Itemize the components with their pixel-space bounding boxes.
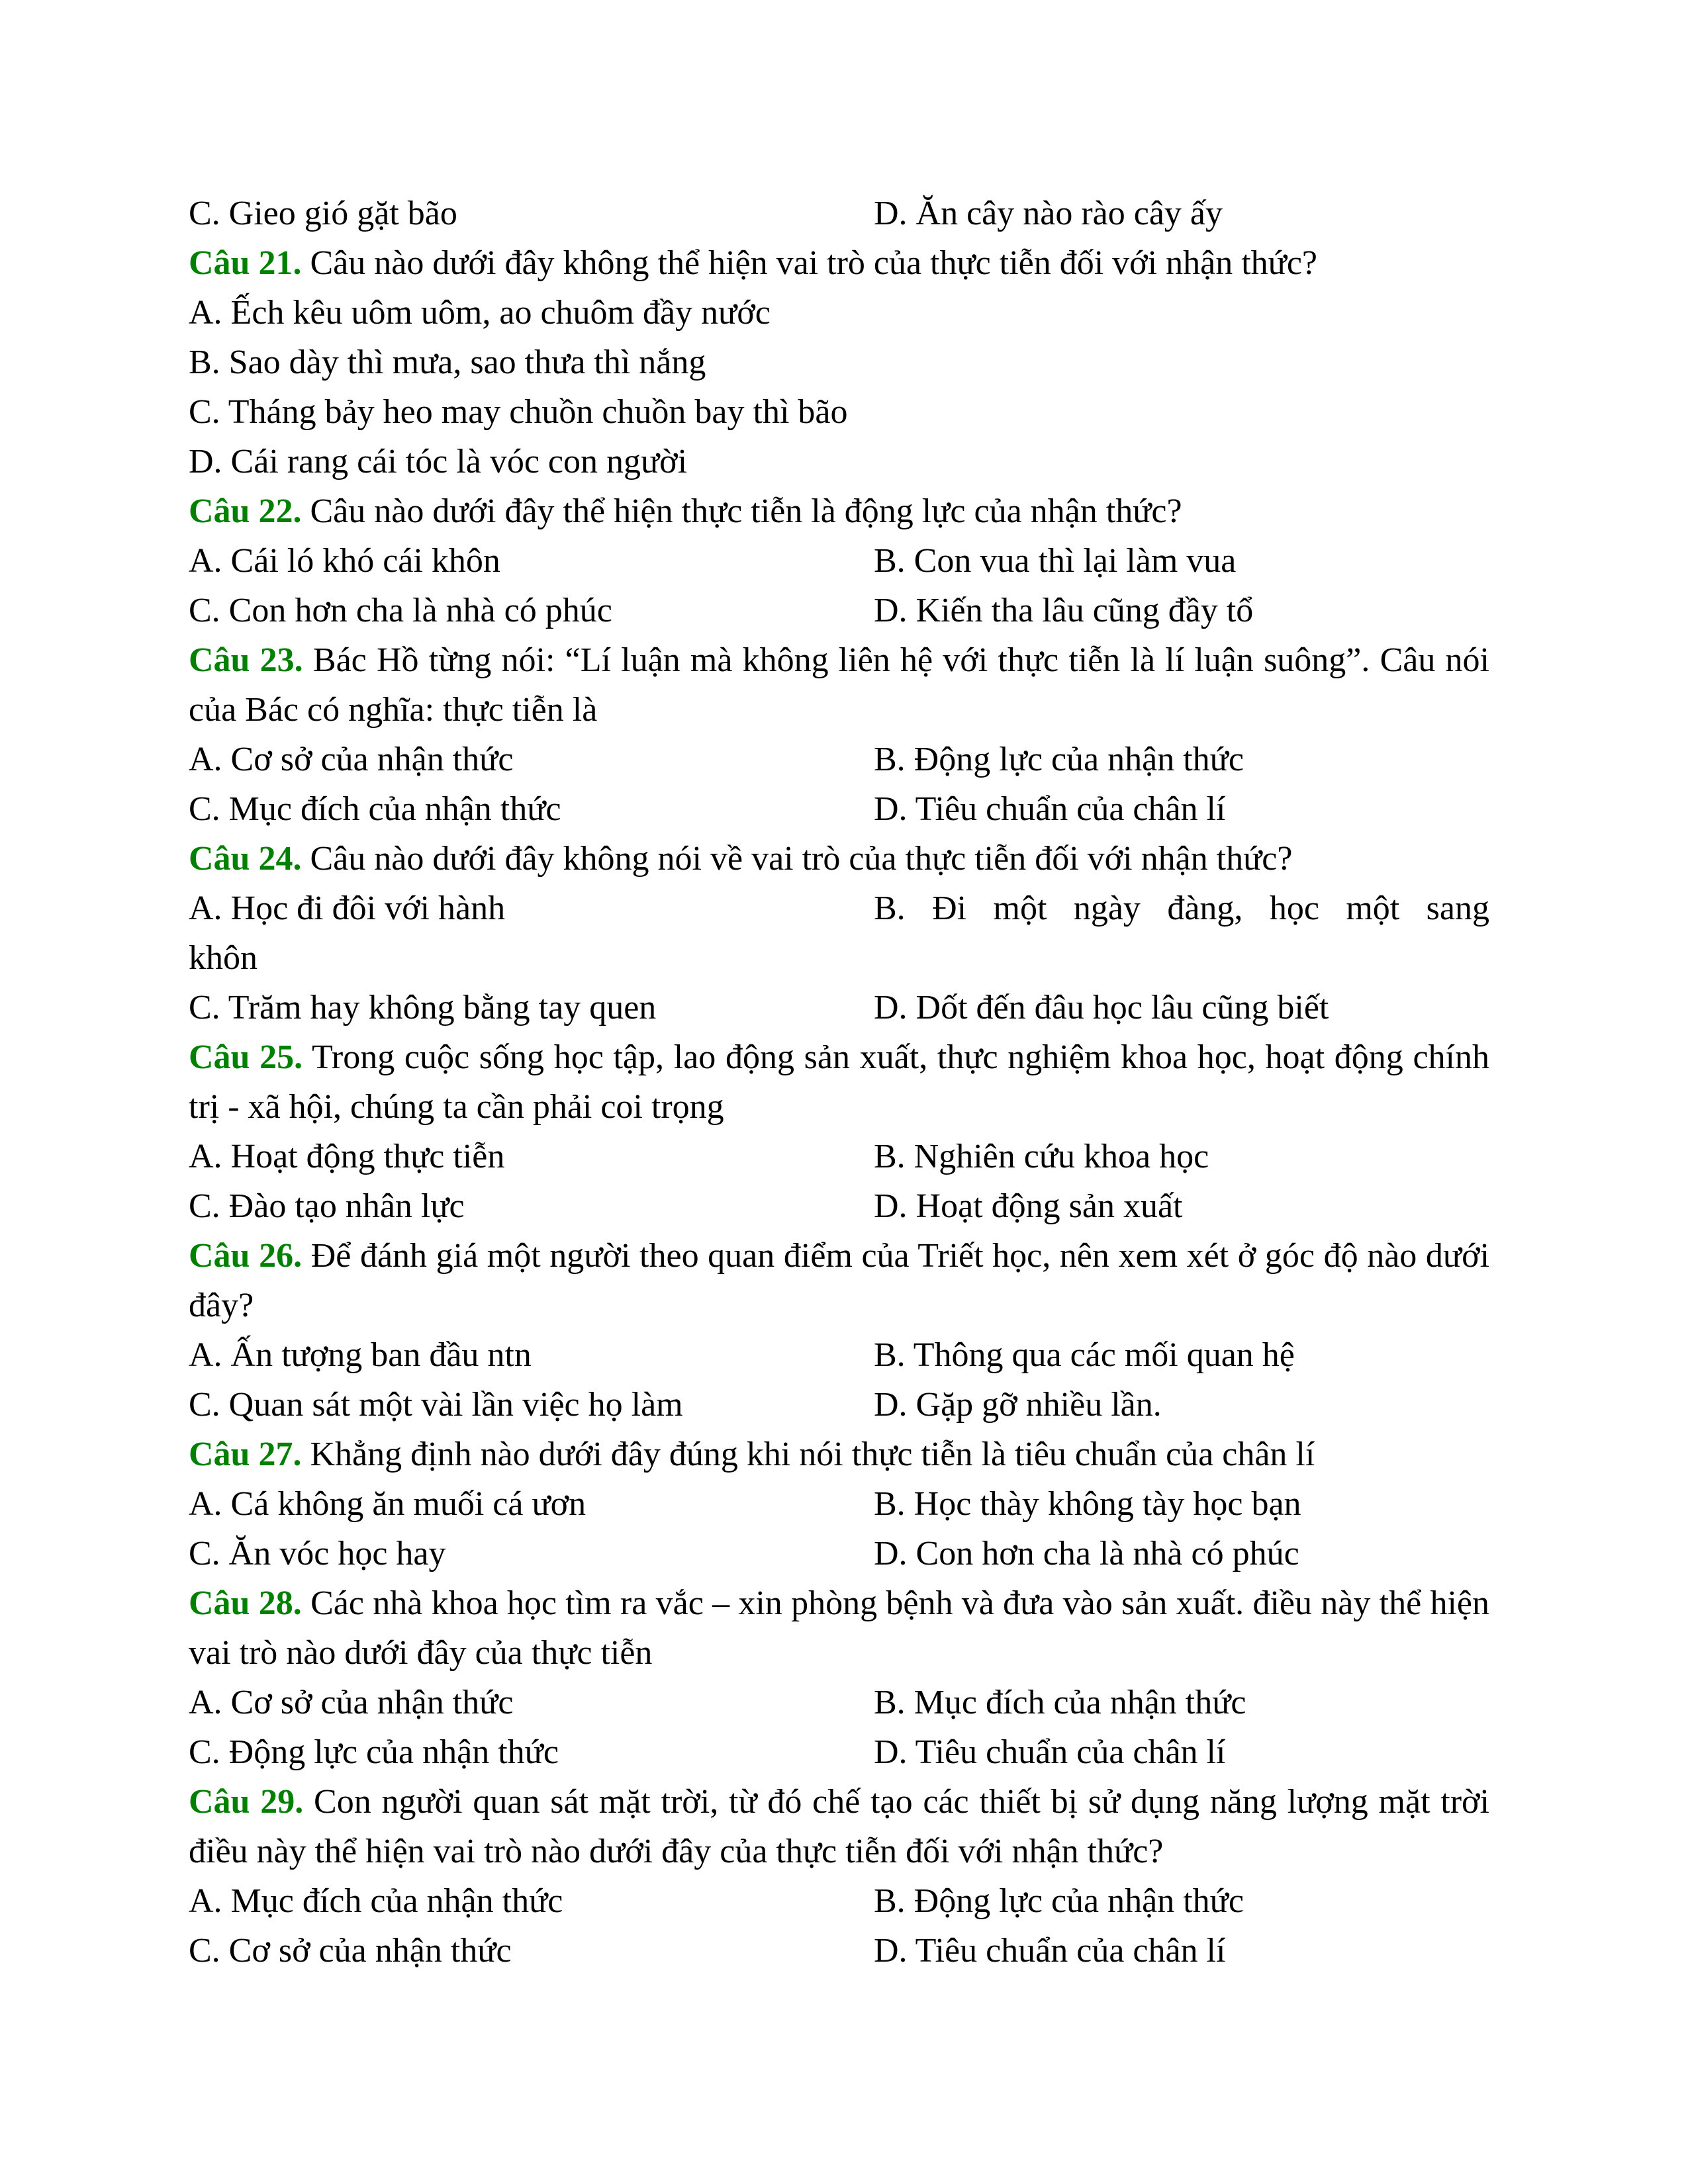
- option-c: C. Động lực của nhận thức: [189, 1733, 559, 1771]
- question-22-number: Câu 22.: [189, 492, 302, 530]
- option-c: C. Đào tạo nhân lực: [189, 1187, 465, 1225]
- question-29-options-ab: [189, 1876, 1489, 1926]
- option-b: B. Mục đích của nhận thức: [874, 1684, 1246, 1721]
- option-d: D. Hoạt động sản xuất: [874, 1187, 1183, 1225]
- question-22: [189, 486, 1489, 536]
- question-21-option-a: A. Ếch kêu uôm uôm, ao chuôm đầy nước: [189, 294, 771, 332]
- question-28-options-ab: [189, 1678, 1489, 1727]
- option-b: B. Đi một ngày đàng, học một sang: [874, 889, 1489, 927]
- option-b: B. Thông qua các mối quan hệ: [874, 1336, 1295, 1374]
- option-b: B. Con vua thì lại làm vua: [874, 542, 1237, 580]
- option-d: D. Kiến tha lâu cũng đầy tổ: [874, 592, 1254, 629]
- question-26-text: Để đánh giá một người theo quan điểm của Triết học, nên xem xét ở góc độ nào dưới đây?: [189, 1237, 1490, 1324]
- option-c: C. Mục đích của nhận thức: [189, 790, 561, 828]
- option-c: C. Quan sát một vài lần việc họ làm: [189, 1386, 683, 1424]
- question-21-text: Câu nào dưới đây không thể hiện vai trò của thực tiễn đối với nhận thức?: [310, 244, 1317, 282]
- exam-document-page: [189, 189, 1489, 1976]
- question-29-number: Câu 29.: [189, 1783, 304, 1821]
- question-28: [189, 1578, 1489, 1678]
- question-28-number: Câu 28.: [189, 1584, 302, 1622]
- option-d: D. Dốt đến đâu học lâu cũng biết: [874, 989, 1329, 1026]
- option-a: A. Cơ sở của nhận thức: [189, 741, 514, 778]
- option-b: B. Động lực của nhận thức: [874, 741, 1244, 778]
- option-a: A. Mục đích của nhận thức: [189, 1882, 563, 1920]
- question-23-text: Bác Hồ từng nói: “Lí luận mà không liên hệ với thực tiễn là lí luận suông”. Câu nói của Bác có nghĩa: thực tiễn là: [189, 641, 1490, 729]
- question-26-number: Câu 26.: [189, 1237, 303, 1275]
- question-21-option-b: B. Sao dày thì mưa, sao thưa thì nắng: [189, 343, 706, 381]
- question-25-number: Câu 25.: [189, 1038, 303, 1076]
- option-a: A. Học đi đôi với hành: [189, 889, 506, 927]
- question-27-options-ab: [189, 1479, 1489, 1529]
- question-25-text: Trong cuộc sống học tập, lao động sản xuất, thực nghiệm khoa học, hoạt động chính trị - xã hội, chúng ta cần phải coi trọng: [189, 1038, 1489, 1126]
- question-26-options-cd: [189, 1380, 1489, 1430]
- question-24-option-b-continuation: khôn: [189, 939, 258, 977]
- option-a: A. Ấn tượng ban đầu ntn: [189, 1336, 532, 1374]
- option-b: B. Nghiên cứu khoa học: [874, 1138, 1209, 1175]
- question-21-number: Câu 21.: [189, 244, 302, 282]
- question-26-options-ab: [189, 1330, 1489, 1380]
- option-d: D. Con hơn cha là nhà có phúc: [874, 1535, 1299, 1572]
- question-21-option-c: C. Tháng bảy heo may chuồn chuồn bay thì bão: [189, 393, 848, 431]
- question-27-number: Câu 27.: [189, 1435, 302, 1473]
- option-c: C. Cơ sở của nhận thức: [189, 1932, 512, 1970]
- question-24-number: Câu 24.: [189, 840, 302, 878]
- question-27-options-cd: [189, 1529, 1489, 1578]
- question-22-options-ab: [189, 536, 1489, 586]
- option-a: A. Cái ló khó cái khôn: [189, 542, 500, 580]
- question-25: [189, 1032, 1489, 1132]
- question-24-options-ab: [189, 884, 1489, 933]
- question-23-number: Câu 23.: [189, 641, 303, 679]
- option-d: D. Tiêu chuẩn của chân lí: [874, 1932, 1226, 1970]
- question-29-options-cd: [189, 1926, 1489, 1976]
- option-c: C. Con hơn cha là nhà có phúc: [189, 592, 612, 629]
- question-24: [189, 834, 1489, 884]
- option-b: B. Động lực của nhận thức: [874, 1882, 1244, 1920]
- option-a: A. Hoạt động thực tiễn: [189, 1138, 505, 1175]
- option-a: A. Cơ sở của nhận thức: [189, 1684, 514, 1721]
- question-23-options-ab: [189, 735, 1489, 784]
- question-25-options-cd: [189, 1181, 1489, 1231]
- option-d: D. Tiêu chuẩn của chân lí: [874, 790, 1226, 828]
- question-26: [189, 1231, 1489, 1330]
- option-row-q20-cd: [189, 189, 1489, 238]
- option-d: D. Tiêu chuẩn của chân lí: [874, 1733, 1226, 1771]
- question-21: [189, 238, 1489, 288]
- question-29-text: Con người quan sát mặt trời, từ đó chế tạo các thiết bị sử dụng năng lượng mặt trời điều này thể hiện vai trò nào dưới đây của thực tiễn đối với nhận thức?: [189, 1783, 1489, 1870]
- question-28-text: Các nhà khoa học tìm ra vắc – xin phòng bệnh và đưa vào sản xuất. điều này thể hiện vai trò nào dưới đây của thực tiễn: [189, 1584, 1489, 1672]
- option-c: C. Trăm hay không bằng tay quen: [189, 989, 657, 1026]
- option-d: D. Ăn cây nào rào cây ấy: [874, 195, 1223, 232]
- question-23-options-cd: [189, 784, 1489, 834]
- option-b: B. Học thày không tày học bạn: [874, 1485, 1301, 1523]
- question-25-options-ab: [189, 1132, 1489, 1181]
- question-24-text: Câu nào dưới đây không nói về vai trò của thực tiễn đối với nhận thức?: [310, 840, 1293, 878]
- option-d: D. Gặp gỡ nhiều lần.: [874, 1386, 1162, 1424]
- option-c: C. Ăn vóc học hay: [189, 1535, 446, 1572]
- question-27: [189, 1430, 1489, 1479]
- question-27-text: Khẳng định nào dưới đây đúng khi nói thực tiễn là tiêu chuẩn của chân lí: [310, 1435, 1315, 1473]
- question-21-option-d: D. Cái rang cái tóc là vóc con người: [189, 443, 688, 480]
- question-24-options-cd: [189, 983, 1489, 1032]
- option-a: A. Cá không ăn muối cá ươn: [189, 1485, 586, 1523]
- question-22-text: Câu nào dưới đây thể hiện thực tiễn là động lực của nhận thức?: [310, 492, 1182, 530]
- question-23: [189, 635, 1489, 735]
- option-c: C. Gieo gió gặt bão: [189, 195, 457, 232]
- question-22-options-cd: [189, 586, 1489, 635]
- question-28-options-cd: [189, 1727, 1489, 1777]
- question-29: [189, 1777, 1489, 1876]
